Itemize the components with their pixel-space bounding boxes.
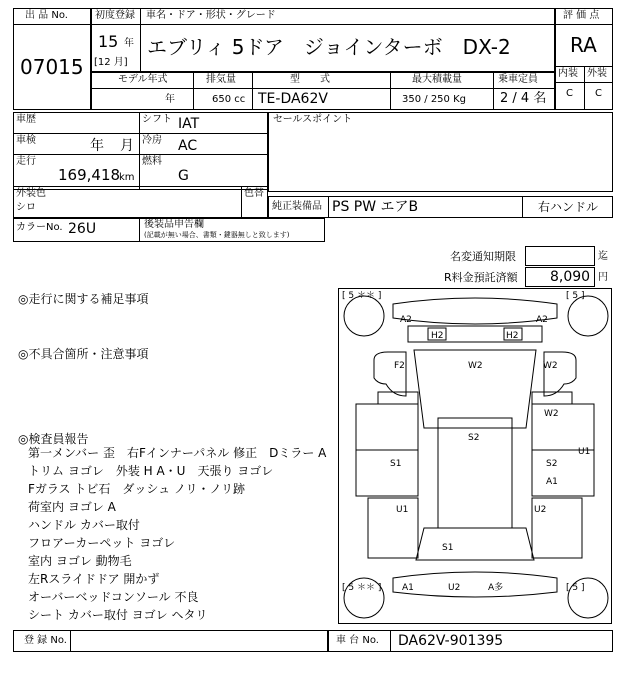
inspector-line: オーバーベッドコンソール 不良 — [28, 590, 199, 604]
handle: 右ハンドル — [538, 200, 599, 214]
mark-a2-right: A2 — [536, 315, 548, 325]
recycle-unit: 円 — [598, 272, 608, 283]
lot-no: 07015 — [20, 55, 84, 79]
mark-f2: F2 — [394, 361, 405, 371]
capacity: 2 / 4 名 — [500, 91, 547, 106]
mark-s2-right: S2 — [546, 459, 558, 469]
defects-label: ◎不具合箇所・注意事項 — [18, 347, 149, 361]
car-name-label: 車名・ドア・形状・グレード — [146, 10, 276, 21]
score-label: 評 価 点 — [563, 10, 600, 21]
map-corner-bl: [ 5 ＊＊ ] — [342, 583, 382, 593]
inspector-line: トリム ヨゴレ 外装 H A・U 天張り ヨゴレ — [28, 464, 274, 478]
ac: AC — [178, 138, 198, 154]
chassis-label: 車 台 No. — [336, 635, 379, 646]
equipment-label: 純正装備品 — [272, 201, 322, 212]
model-year-label: モデル年式 — [118, 74, 168, 85]
first-reg-label: 初度登録 — [95, 10, 135, 21]
inspection-month: 月 — [120, 138, 134, 154]
wheel-front-right — [568, 296, 608, 336]
color-no-label: カラーNo. — [16, 222, 63, 233]
chassis: DA62V-901395 — [398, 633, 504, 649]
reg-no-label: 登 録 No. — [24, 635, 67, 646]
aftermarket-label: 後装品申告欄 — [144, 219, 204, 230]
inspection-label: 車検 — [16, 135, 36, 146]
inspector-line: ハンドル カバー取付 — [28, 518, 140, 532]
car-name: エブリィ 5ドア ジョインターボ DX-2 — [147, 35, 511, 59]
lot-no-label: 出 品 No. — [25, 10, 68, 21]
fuel: G — [178, 168, 189, 184]
mark-w2-right: W2 — [543, 361, 558, 371]
first-reg-month: [12 月] — [94, 57, 128, 68]
deadline-label: 名変通知期限 — [450, 250, 516, 263]
sales-point-label: セールスポイント — [273, 114, 353, 125]
map-corner-br: [ 5 ] — [566, 583, 585, 593]
driving-notes-label: ◎走行に関する補足事項 — [18, 292, 149, 306]
shift: IAT — [178, 116, 200, 132]
details-box — [13, 112, 268, 190]
inspector-line: 室内 ヨゴレ 動物毛 — [28, 554, 132, 568]
capacity-label: 乗車定員 — [498, 74, 538, 85]
exterior-label: 外装 — [587, 68, 607, 79]
history-label: 車歴 — [16, 114, 36, 125]
fuel-label: 燃料 — [142, 156, 162, 167]
inspector-lines — [28, 446, 326, 626]
color-change-label: 色替 — [244, 188, 264, 199]
recycle: 8,090 — [550, 269, 591, 285]
exterior-score: C — [595, 88, 602, 99]
mark-u2-bottom: U2 — [448, 583, 461, 593]
mark-s1-bottom: S1 — [442, 543, 454, 553]
model-label: 型 式 — [290, 74, 330, 85]
map-corner-tr: [ 5 ] — [566, 291, 585, 301]
inspection-year: 年 — [90, 138, 104, 154]
score: RA — [570, 33, 597, 57]
mark-u2-right: U2 — [534, 505, 547, 515]
first-reg-year: 15 — [98, 32, 119, 51]
inspector-line: 荷室内 ヨゴレ A — [28, 500, 116, 514]
model: TE-DA62V — [258, 91, 328, 107]
mileage: 169,418 — [58, 166, 121, 184]
mark-a1-right: A1 — [546, 477, 558, 487]
mark-u1-right: U1 — [578, 447, 591, 457]
aftermarket-note: (記載が無い場合、書類・鍵器無しと致します) — [144, 231, 290, 239]
ext-color: シロ — [16, 202, 36, 213]
mark-w2-mid: W2 — [544, 409, 559, 419]
mileage-unit: km — [119, 172, 135, 183]
mileage-label: 走行 — [16, 156, 36, 167]
inspector-line: 左Rスライドドア 開かず — [28, 572, 160, 586]
mark-w2-top: W2 — [468, 361, 483, 371]
deadline-unit: 迄 — [598, 251, 608, 262]
mark-s2-center: S2 — [468, 433, 480, 443]
color-no: 26U — [68, 221, 97, 237]
inspector-line: シート カバー取付 ヨゴレ ヘタリ — [28, 608, 208, 622]
mark-s1-left: S1 — [390, 459, 402, 469]
mark-h2-left: H2 — [431, 331, 444, 341]
year-unit: 年 — [124, 38, 134, 49]
mark-a1-bottom: A1 — [402, 583, 414, 593]
damage-map — [338, 288, 612, 624]
mark-a-bottom: A多 — [488, 583, 504, 593]
mark-u1-left: U1 — [396, 505, 409, 515]
inspector-line: フロアーカーペット ヨゴレ — [28, 536, 176, 550]
interior-score: C — [566, 88, 573, 99]
interior-label: 内装 — [558, 68, 578, 79]
equipment: PS PW エアB — [332, 199, 419, 215]
load: 350 / 250 Kg — [402, 94, 466, 105]
ext-color-label: 外装色 — [16, 188, 46, 199]
ext-color-box — [13, 186, 268, 218]
cc: 650 cc — [212, 94, 246, 105]
deadline-field — [525, 246, 595, 266]
model-year-unit: 年 — [165, 94, 175, 105]
shift-label: シフト — [142, 114, 172, 125]
cc-label: 排気量 — [206, 74, 236, 85]
map-corner-tl: [ 5 ＊＊ ] — [342, 291, 382, 301]
inspector-line: Fガラス トビ石 ダッシュ ノリ・ノリ跡 — [28, 482, 245, 496]
recycle-label: R料金預託済額 — [444, 271, 518, 284]
mark-h2-right: H2 — [506, 331, 519, 341]
ac-label: 冷房 — [142, 135, 162, 146]
wheel-front-left — [344, 296, 384, 336]
inspector-label: ◎検査員報告 — [18, 432, 89, 446]
inspector-line: 第一メンバー 歪 右Fインナーパネル 修正 Dミラー A — [28, 446, 327, 460]
load-label: 最大積載量 — [412, 74, 462, 85]
mark-a2-left: A2 — [400, 315, 412, 325]
